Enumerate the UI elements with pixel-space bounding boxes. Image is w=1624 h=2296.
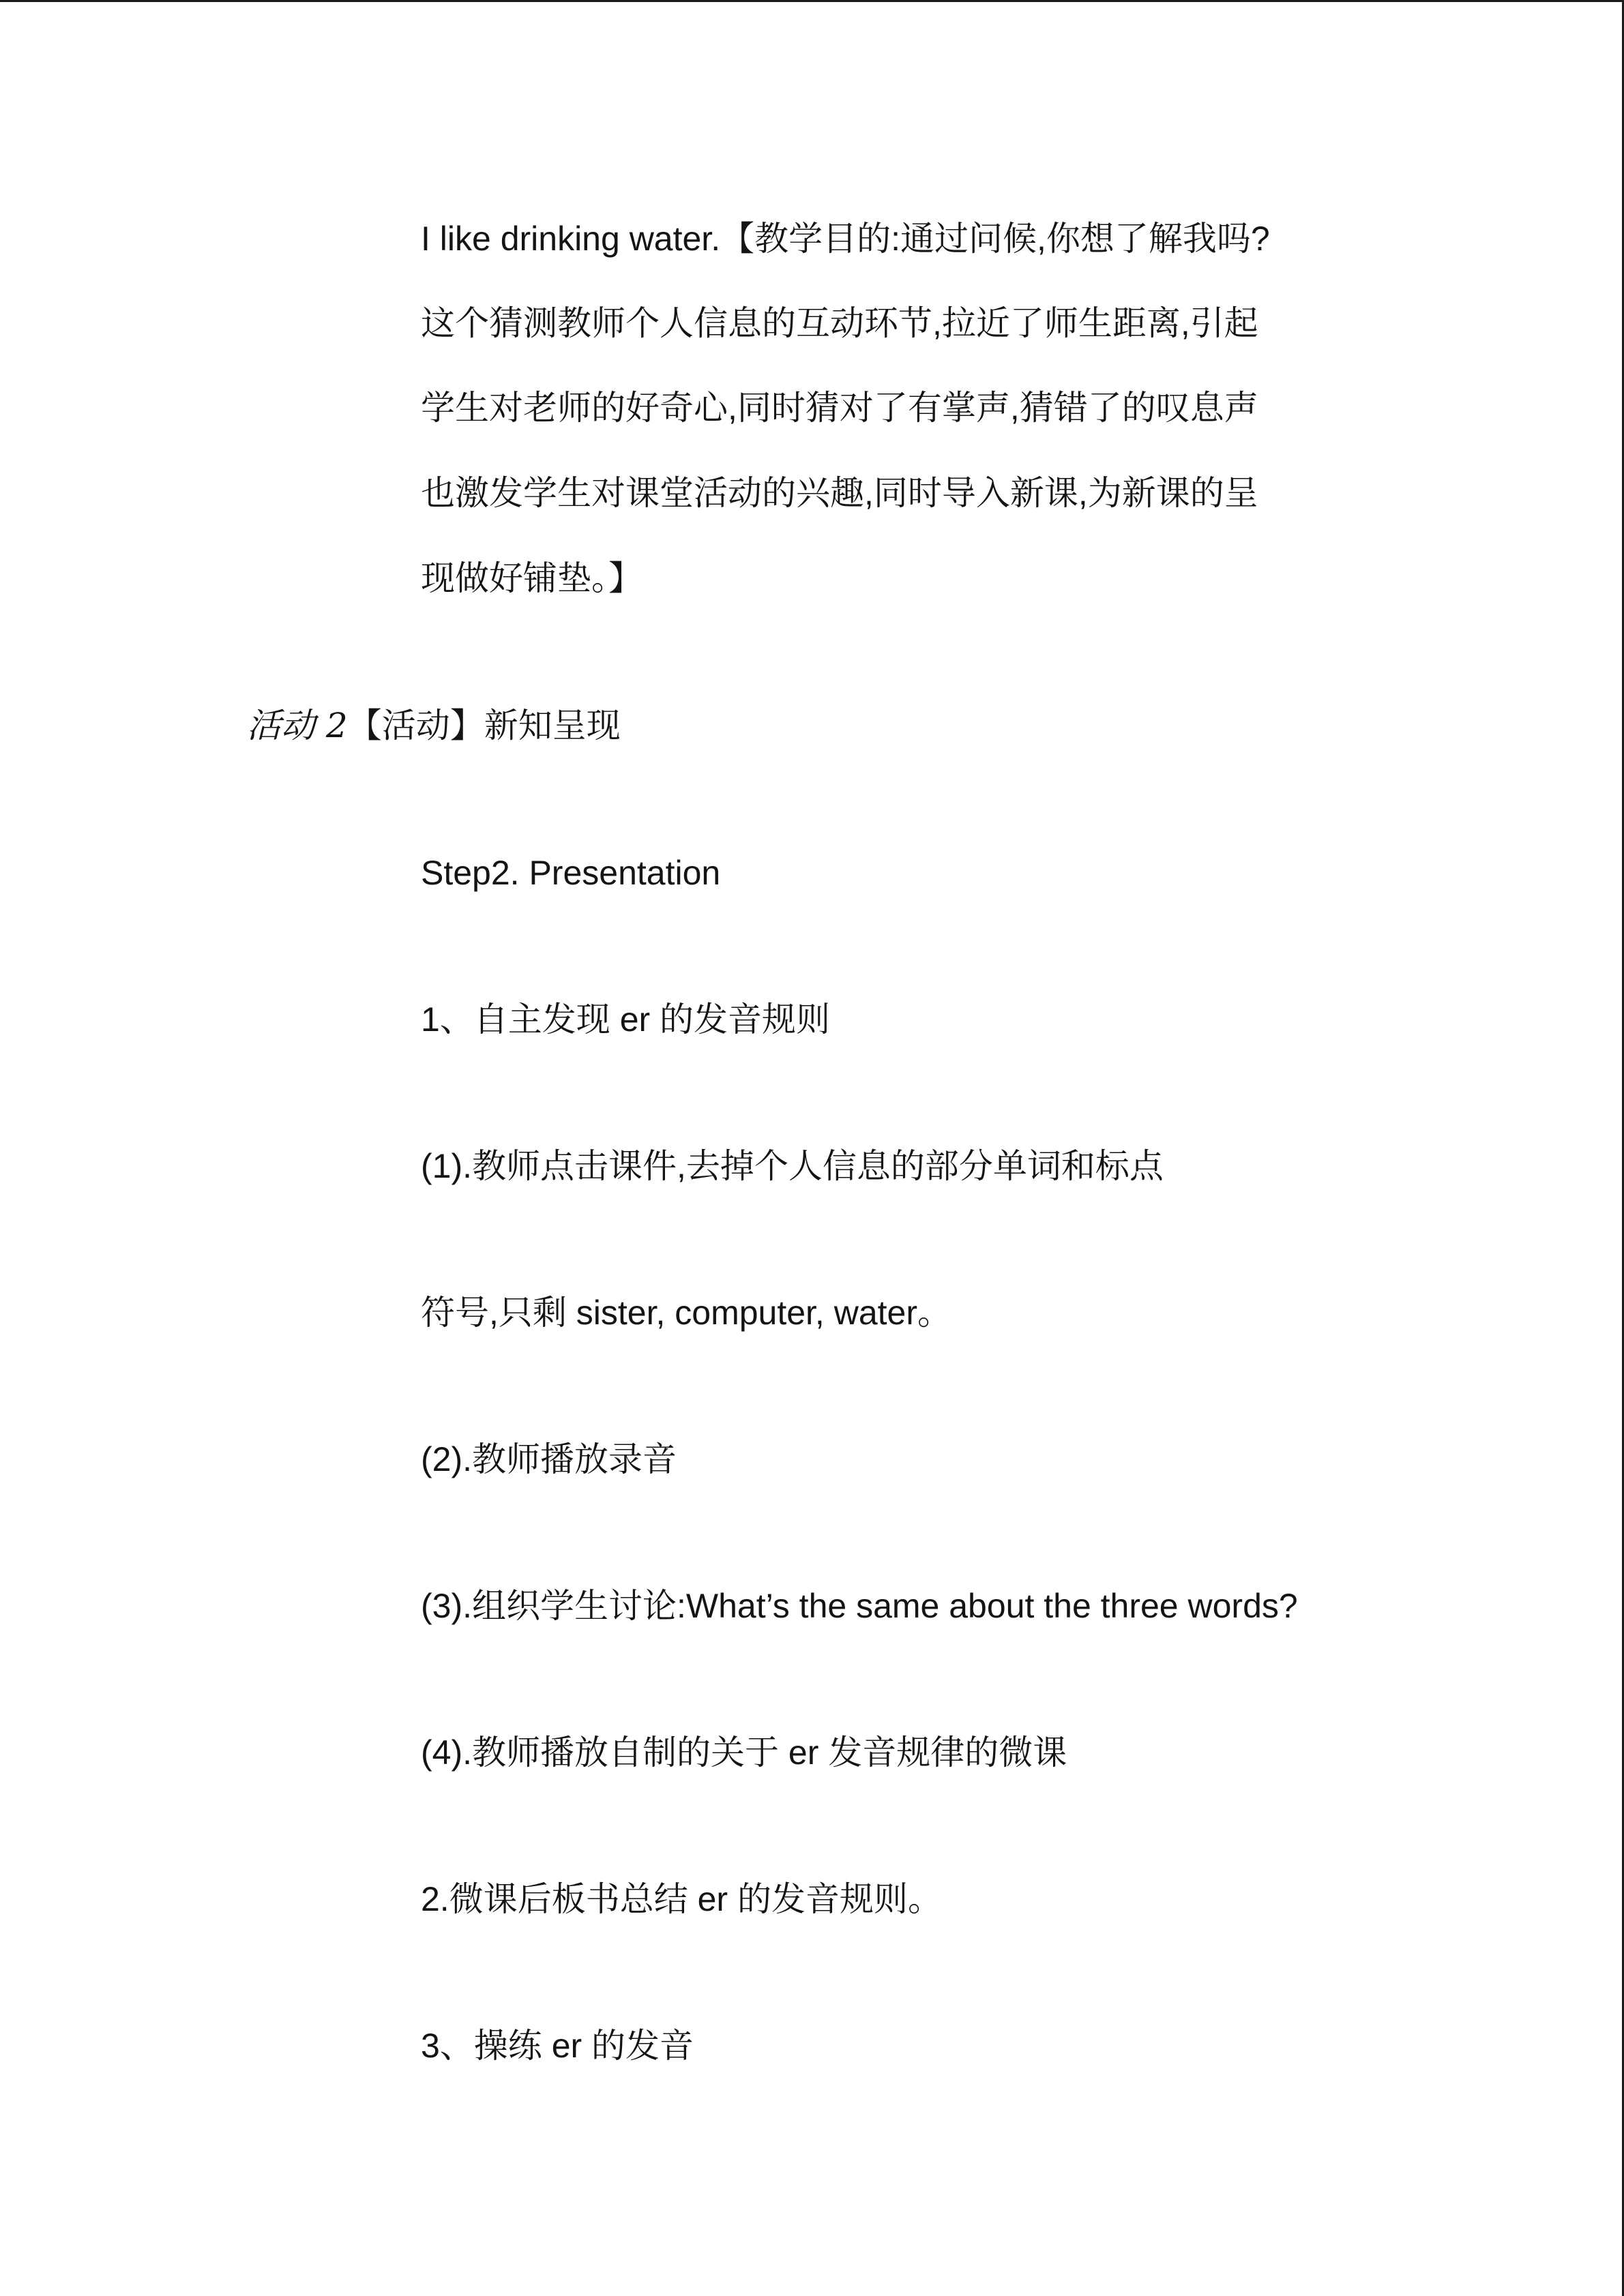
list-item-1-4: (4).教师播放自制的关于 er 发音规律的微课 bbox=[421, 1733, 1067, 1772]
activity-title: 【活动】新知呈现 bbox=[347, 706, 621, 745]
list-item-1-2: (2).教师播放录音 bbox=[421, 1440, 677, 1478]
page-top-border bbox=[0, 0, 1624, 2]
step-title: Step2. Presentation bbox=[421, 854, 721, 892]
activity-number: 活动 2 bbox=[247, 706, 348, 745]
list-item-3: 3、操练 er 的发音 bbox=[421, 2027, 694, 2065]
list-item-1-1-continued: 符号,只剩 sister, computer, water。 bbox=[421, 1294, 951, 1332]
intro-line-2: 这个猜测教师个人信息的互动环节,拉近了师生距离,引起 bbox=[421, 304, 1258, 342]
intro-line-4: 也激发学生对课堂活动的兴趣,同时导入新课,为新课的呈 bbox=[421, 474, 1258, 512]
list-item-2: 2.微课后板书总结 er 的发音规则。 bbox=[421, 1880, 942, 1918]
list-item-1: 1、自主发现 er 的发音规则 bbox=[421, 1000, 831, 1039]
list-item-1-1: (1).教师点击课件,去掉个人信息的部分单词和标点 bbox=[421, 1147, 1164, 1185]
intro-line-3: 学生对老师的好奇心,同时猜对了有掌声,猜错了的叹息声 bbox=[421, 389, 1258, 427]
activity-heading bbox=[247, 705, 621, 746]
list-item-1-3: (3).组织学生讨论:What’s the same about the three words? bbox=[421, 1587, 1298, 1625]
intro-line-5: 现做好铺垫。】 bbox=[421, 559, 643, 597]
intro-line-1: I like drinking water.【教学目的:通过问候,你想了解我吗? bbox=[421, 220, 1270, 258]
